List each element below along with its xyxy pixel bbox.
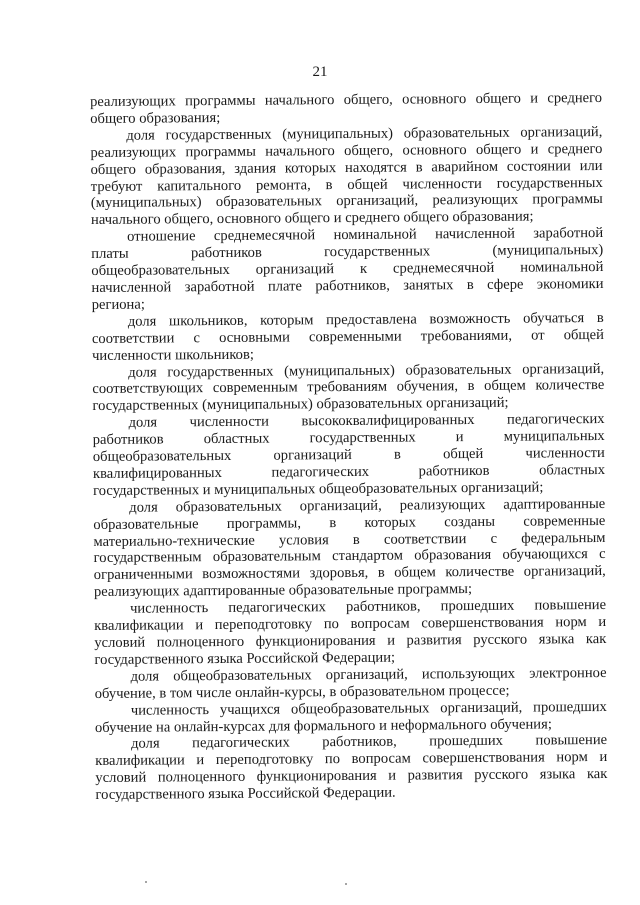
text-line: общеобразовательных организаций к среднемесячной номинальной xyxy=(91,259,604,280)
text-line: квалификации и переподготовку по вопросам совершенствования норм и xyxy=(95,749,608,770)
text-line: общего образования; xyxy=(90,109,221,127)
text-line: начисленной заработной плате работников, занятых в сфере экономики xyxy=(91,275,604,296)
text-line: квалифицированных педагогических работников областных xyxy=(92,461,606,482)
text-line: доля общеобразовательных организаций, использующих электронное xyxy=(130,664,607,685)
text-line: доля школьников, которым предоставлена возможность обучаться в xyxy=(127,309,604,330)
text-line: государственным образовательным стандартом образования обучающихся с xyxy=(93,546,606,567)
text-line: региона; xyxy=(91,296,145,313)
text-line: условий полноценного функционирования и развития русского языка как xyxy=(95,766,608,787)
text-line: общеобразовательных организаций в общей численности xyxy=(92,444,605,466)
text-line: требуют капитального ремонта, в общей численности государственных xyxy=(90,174,603,195)
text-line: отношение среднемесячной номинальной начисленной заработной xyxy=(127,225,604,245)
text-line: численность педагогических работников, прошедших повышение xyxy=(129,597,607,617)
text-line: обучение на онлайн-курсах для формального и неформального обучения; xyxy=(94,715,552,736)
text-line: материально-технические условия в соответствии с федеральным xyxy=(93,529,606,550)
text-line: (муниципальных) образовательных организаций, реализующих программы xyxy=(90,191,603,212)
text-line: образовательные программы, в которых созданы современные xyxy=(93,512,606,533)
scan-dot xyxy=(145,881,147,883)
text-line: государственных (муниципальных) образовательных организаций; xyxy=(92,395,509,415)
text-line: начального общего, основного общего и среднего общего образования; xyxy=(90,208,534,229)
text-line: реализующих адаптированные образовательные программы; xyxy=(93,581,473,601)
text-line: доля численности высококвалифицированных педагогических xyxy=(128,411,605,431)
page-number: 21 xyxy=(312,64,328,80)
text-line: квалификации и переподготовку по вопросам совершенствования норм и xyxy=(94,614,607,635)
text-line: доля педагогических работников, прошедших повышение xyxy=(131,732,608,753)
text-line: доля государственных (муниципальных) образовательных организаций, xyxy=(126,123,603,144)
body-text xyxy=(90,90,608,804)
text-line: ограниченными возможностями здоровья, в общем количестве организаций, xyxy=(93,563,606,584)
text-line: численность учащихся общеобразовательных организаций, прошедших xyxy=(130,698,607,719)
text-line: государственных и муниципальных общеобразовательных организаций; xyxy=(93,479,544,499)
text-line: государственного языка Российской Федерации; xyxy=(94,649,396,668)
text-line: платы работников государственных (муниципальных) xyxy=(91,242,604,263)
text-line: работников областных государственных и муниципальных xyxy=(92,428,605,449)
text-line: обучение, в том числе онлайн-курсы, в образовательном процессе; xyxy=(94,682,510,702)
text-line: соответствии с основными современными требованиями, от общей xyxy=(91,326,604,347)
text-line: реализующих программы начального общего, основного общего и среднего xyxy=(90,140,603,161)
text-line: доля государственных (муниципальных) образовательных организаций, xyxy=(128,360,605,381)
text-line: соответствующих современным требованиям обучения, в общем количестве xyxy=(92,377,605,398)
text-line: общего образования, здания которых находятся в аварийном состоянии или xyxy=(90,157,603,178)
text-line: доля образовательных организаций, реализующих адаптированные xyxy=(129,495,606,516)
text-line: численности школьников; xyxy=(91,346,254,364)
text-line: реализующих программы начального общего, основного общего и среднего xyxy=(90,89,603,110)
text-line: условий полноценного функционирования и развития русского языка как xyxy=(94,630,607,651)
text-line: государственного языка Российской Федерации. xyxy=(95,784,396,804)
scan-dot xyxy=(345,883,347,885)
